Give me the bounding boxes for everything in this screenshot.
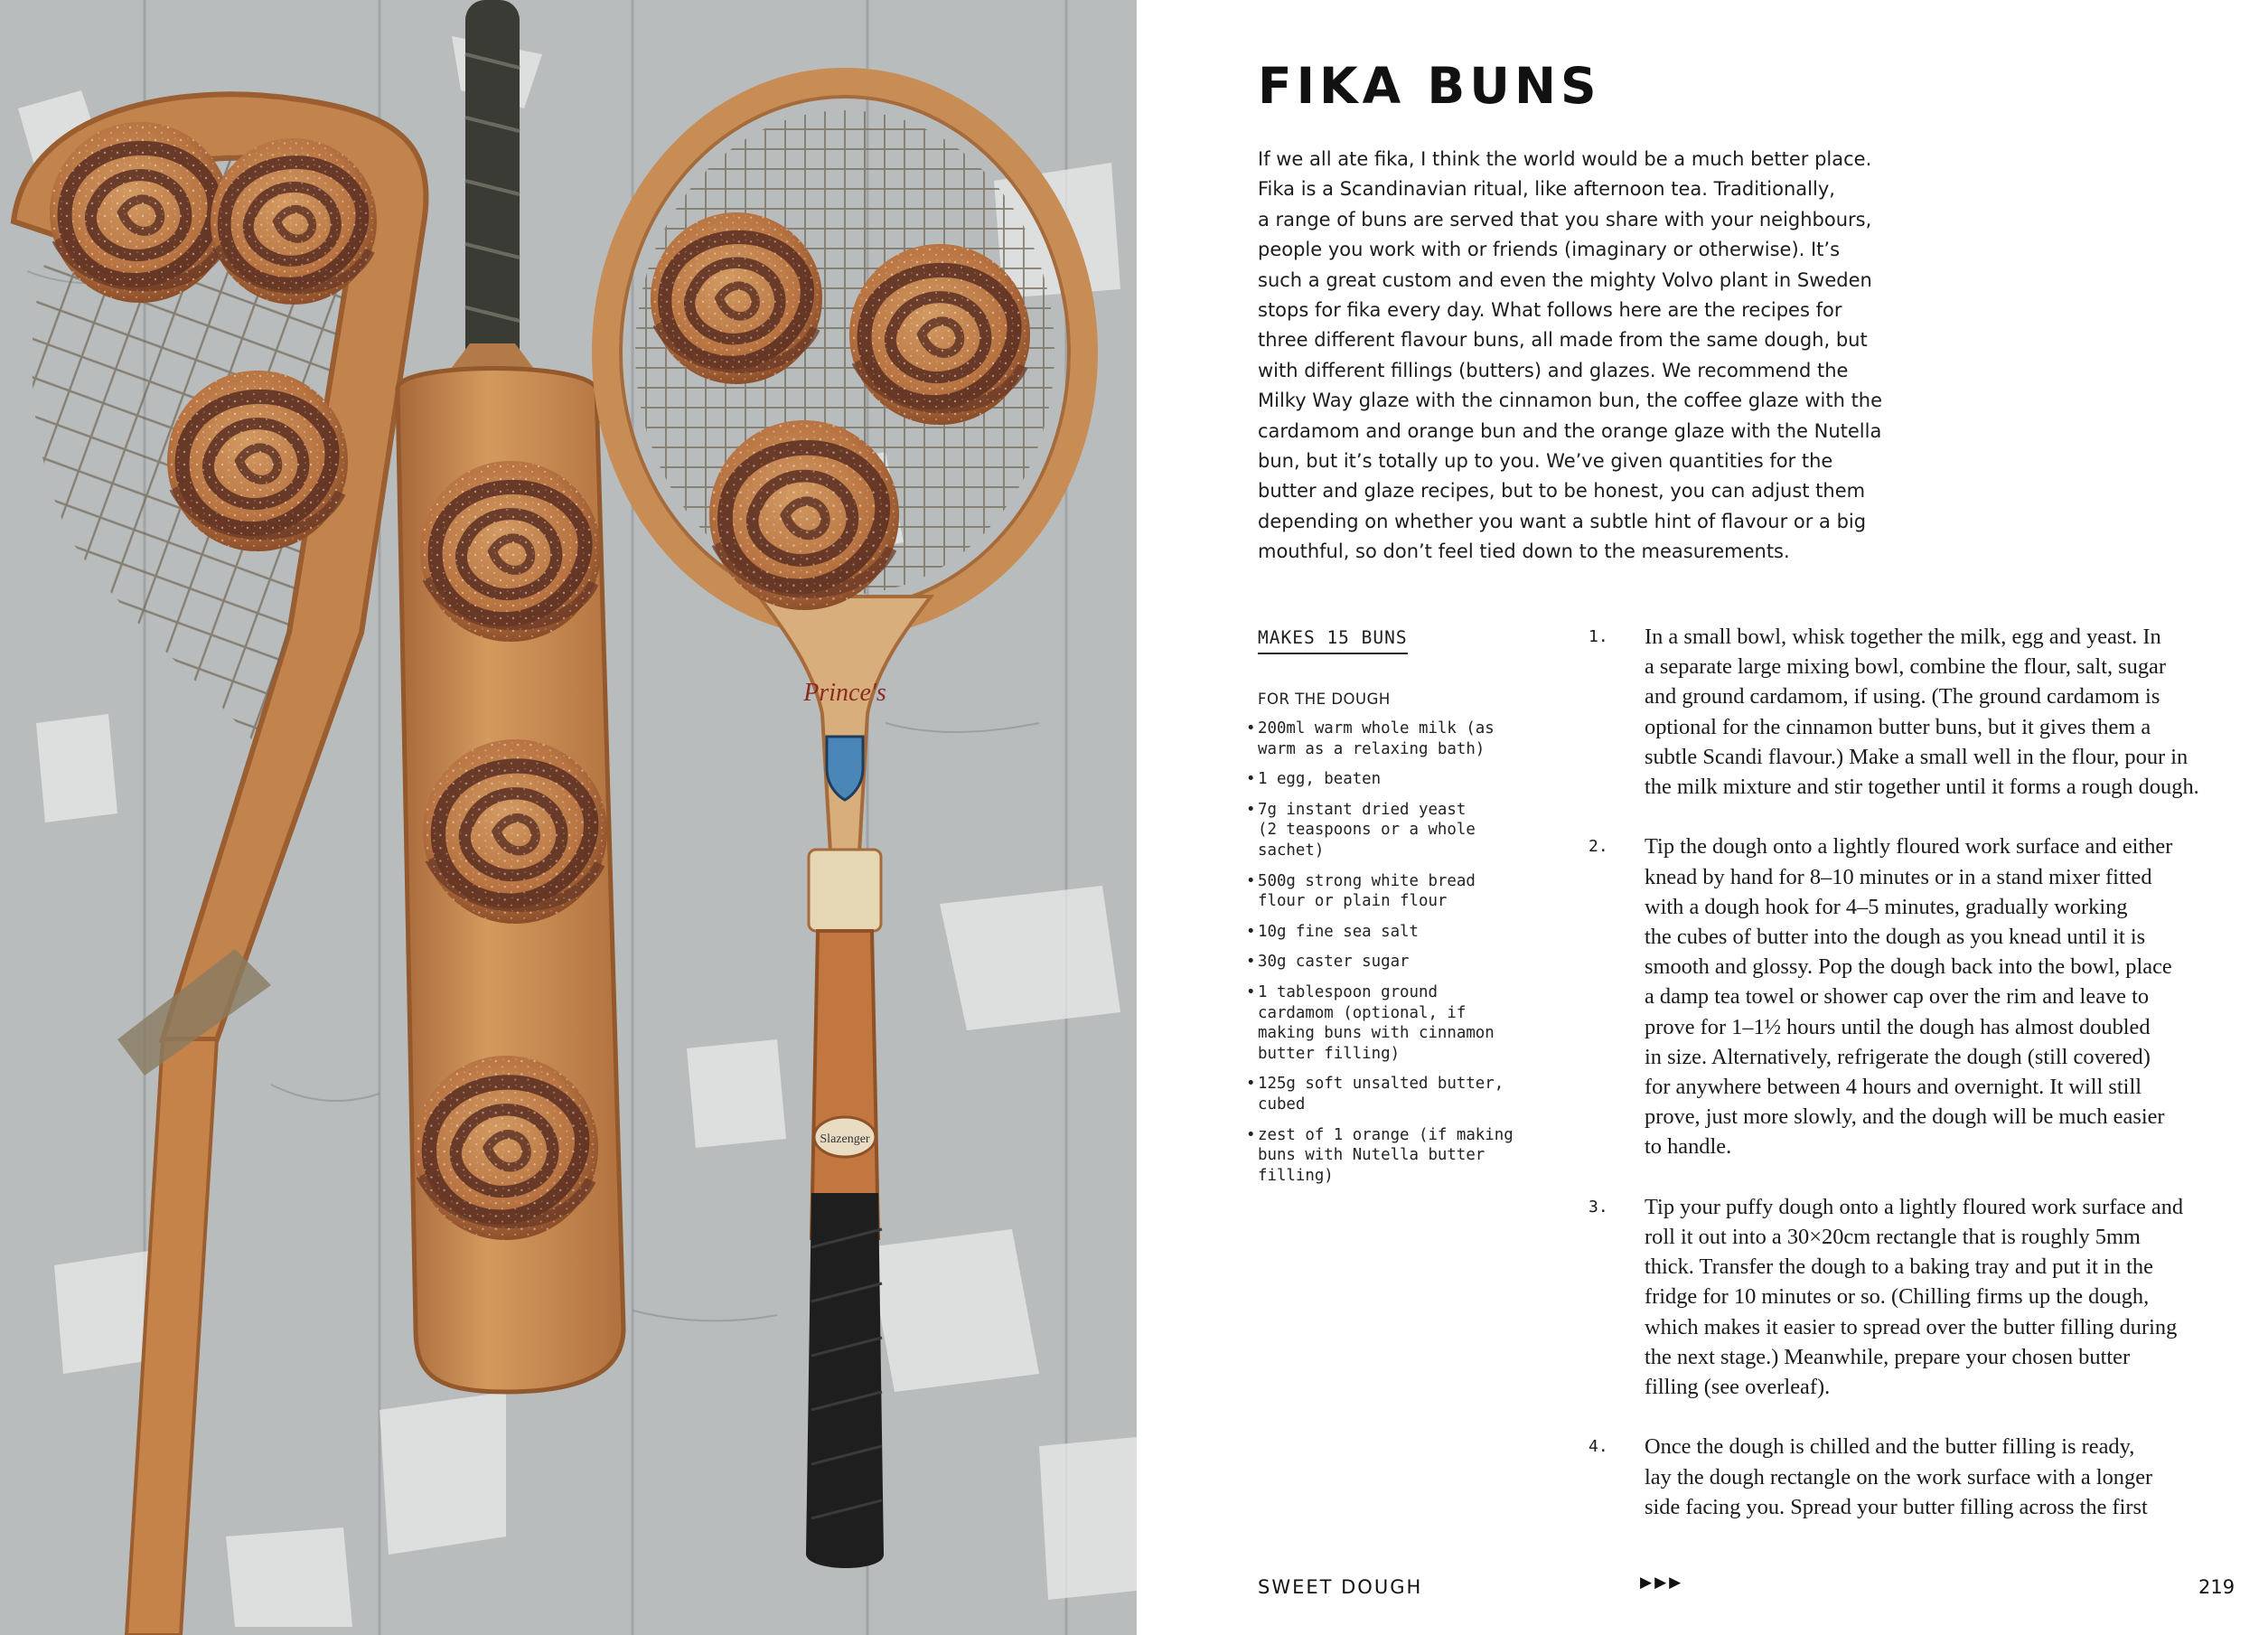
ingredient-line: (2 teaspoons or a whole bbox=[1258, 821, 1476, 840]
step-number: 4. bbox=[1589, 1437, 1608, 1457]
step-line: prove, just more slowly, and the dough will be much easier bbox=[1645, 1104, 2165, 1130]
racket-maker-label: Slazenger bbox=[820, 1132, 870, 1146]
intro-line: a range of buns are served that you share with your neighbours, bbox=[1258, 208, 1872, 230]
ingredient-item bbox=[1244, 800, 1551, 861]
ingredient-line: 1 tablespoon ground bbox=[1258, 983, 1438, 1002]
dough-heading: FOR THE DOUGH bbox=[1258, 691, 1391, 708]
bun-3 bbox=[167, 371, 348, 551]
ingredient-item bbox=[1244, 952, 1551, 973]
method-steps bbox=[1589, 622, 2268, 1552]
intro-line: stops for fika every day. What follows here are the recipes for bbox=[1258, 299, 1842, 322]
step-line: Tip the dough onto a lightly floured work surface and either bbox=[1645, 834, 2173, 860]
bun-9 bbox=[709, 420, 899, 610]
bun-7 bbox=[651, 212, 822, 384]
intro-line: such a great custom and even the mighty Volvo plant in Sweden bbox=[1258, 268, 1872, 291]
recipe-title: FIKA BUNS bbox=[1258, 57, 1601, 115]
step-line: a separate large mixing bowl, combine the flour, salt, sugar bbox=[1645, 654, 2167, 680]
step-line: Tip your puffy dough onto a lightly floured work surface and bbox=[1645, 1194, 2184, 1219]
ingredient-item bbox=[1244, 719, 1551, 759]
bullet-icon: • bbox=[1246, 953, 1256, 972]
intro-line: bun, but it’s totally up to you. We’ve given quantities for the bbox=[1258, 450, 1833, 473]
ingredient-line: 125g soft unsalted butter, bbox=[1258, 1075, 1504, 1094]
racket-brand-label: Prince's bbox=[803, 679, 886, 707]
bullet-icon: • bbox=[1246, 770, 1256, 789]
step-line: thick. Transfer the dough to a baking tray and put it in the bbox=[1645, 1254, 2153, 1280]
bun-4 bbox=[420, 461, 601, 642]
step-line: lay the dough rectangle on the work surface with a longer bbox=[1645, 1464, 2153, 1489]
ingredient-item bbox=[1244, 871, 1551, 912]
ingredient-line: 1 egg, beaten bbox=[1258, 770, 1382, 789]
step-line: smooth and glossy. Pop the dough back into the bowl, place bbox=[1645, 954, 2172, 980]
step-line: prove for 1–1½ hours until the dough has almost doubled bbox=[1645, 1014, 2151, 1039]
ingredient-line: flour or plain flour bbox=[1258, 892, 1448, 911]
ingredient-item bbox=[1244, 982, 1551, 1064]
intro-line: Milky Way glaze with the cinnamon bun, the coffee glaze with the bbox=[1258, 390, 1883, 412]
step-line: In a small bowl, whisk together the milk, egg and yeast. In bbox=[1645, 625, 2161, 649]
step-line: and ground cardamom, if using. (The ground cardamom is bbox=[1645, 684, 2160, 709]
step-line: fridge for 10 minutes or so. (Chilling firms up the dough, bbox=[1645, 1284, 2150, 1310]
ingredient-line: 500g strong white bread bbox=[1258, 871, 1476, 890]
ingredient-line: 10g fine sea salt bbox=[1258, 922, 1419, 941]
step-number: 1. bbox=[1589, 627, 1608, 646]
intro-line: three different flavour buns, all made from the same dough, but bbox=[1258, 329, 1868, 352]
continue-arrows-icon: ▶▶▶ bbox=[1640, 1574, 1684, 1592]
bun-1 bbox=[50, 122, 230, 303]
ingredient-line: cubed bbox=[1258, 1095, 1306, 1113]
intro-line: If we all ate fika, I think the world would be a much better place. bbox=[1258, 148, 1872, 170]
step-line: roll it out into a 30×20cm rectangle that is roughly 5mm bbox=[1645, 1225, 2141, 1250]
ingredient-line: cardamom (optional, if bbox=[1258, 1003, 1467, 1022]
method-step bbox=[1589, 832, 2268, 1161]
step-line: side facing you. Spread your butter filling across the first bbox=[1645, 1494, 2148, 1519]
ingredient-line: making buns with cinnamon bbox=[1258, 1024, 1495, 1043]
method-step bbox=[1589, 1192, 2268, 1402]
ingredient-line: butter filling) bbox=[1258, 1044, 1401, 1063]
intro-line: people you work with or friends (imaginary or otherwise). It’s bbox=[1258, 239, 1841, 261]
bun-5 bbox=[423, 739, 607, 924]
ingredient-line: sachet) bbox=[1258, 841, 1325, 860]
step-number: 3. bbox=[1589, 1197, 1608, 1217]
ingredient-list bbox=[1244, 719, 1551, 1196]
step-line: the milk mixture and stir together until it forms a rough dough. bbox=[1645, 775, 2199, 800]
bullet-icon: • bbox=[1246, 871, 1256, 890]
bullet-icon: • bbox=[1246, 1075, 1256, 1094]
bun-8 bbox=[849, 244, 1030, 425]
ingredient-item bbox=[1244, 1125, 1551, 1187]
method-step bbox=[1589, 622, 2268, 802]
step-line: for anywhere between 4 hours and overnight. It will still bbox=[1645, 1075, 2142, 1100]
bun-6 bbox=[414, 1056, 598, 1240]
step-line: the next stage.) Meanwhile, prepare your chosen butter bbox=[1645, 1344, 2131, 1369]
intro-line: butter and glaze recipes, but to be honest, you can adjust them bbox=[1258, 480, 1866, 503]
step-line: which makes it easier to spread over the butter filling during bbox=[1645, 1314, 2178, 1339]
step-line: to handle. bbox=[1645, 1134, 1732, 1160]
method-step bbox=[1589, 1432, 2268, 1522]
ingredient-line: filling) bbox=[1258, 1166, 1334, 1185]
step-line: Once the dough is chilled and the butter filling is ready, bbox=[1645, 1434, 2135, 1460]
step-line: the cubes of butter into the dough as you knead until it is bbox=[1645, 925, 2146, 950]
intro-line: cardamom and orange bun and the orange glaze with the Nutella bbox=[1258, 419, 1882, 442]
footer-section-title: SWEET DOUGH bbox=[1258, 1576, 1423, 1598]
intro-line: depending on whether you want a subtle hint of flavour or a big bbox=[1258, 510, 1867, 532]
ingredient-line: 30g caster sugar bbox=[1258, 953, 1410, 972]
ingredient-line: 7g instant dried yeast bbox=[1258, 800, 1467, 819]
bun-2 bbox=[211, 138, 377, 305]
intro-line: with different fillings (butters) and glazes. We recommend the bbox=[1258, 359, 1849, 381]
intro-line: mouthful, so don’t feel tied down to the measurements. bbox=[1258, 540, 1790, 563]
bullet-icon: • bbox=[1246, 922, 1256, 941]
step-line: filling (see overleaf). bbox=[1645, 1375, 1831, 1400]
ingredient-line: 200ml warm whole milk (as bbox=[1258, 719, 1495, 738]
step-line: knead by hand for 8–10 minutes or in a stand mixer fitted bbox=[1645, 864, 2152, 889]
ingredient-item bbox=[1244, 769, 1551, 790]
recipe-page bbox=[1137, 0, 2268, 1635]
step-line: subtle Scandi flavour.) Make a small well in the flour, pour in bbox=[1645, 744, 2188, 769]
step-line: with a dough hook for 4–5 minutes, gradually working bbox=[1645, 894, 2128, 919]
step-line: in size. Alternatively, refrigerate the dough (still covered) bbox=[1645, 1044, 2151, 1069]
ingredient-item bbox=[1244, 1074, 1551, 1114]
bullet-icon: • bbox=[1246, 800, 1256, 819]
page-number: 219 bbox=[2198, 1576, 2235, 1598]
bullet-icon: • bbox=[1246, 1125, 1256, 1144]
ingredient-line: warm as a relaxing bath) bbox=[1258, 739, 1485, 758]
step-number: 2. bbox=[1589, 837, 1608, 857]
intro-line: Fika is a Scandinavian ritual, like afternoon tea. Traditionally, bbox=[1258, 178, 1835, 201]
yield-label: MAKES 15 BUNS bbox=[1258, 627, 1408, 654]
bullet-icon: • bbox=[1246, 719, 1256, 738]
bullet-icon: • bbox=[1246, 983, 1256, 1002]
ingredient-item bbox=[1244, 922, 1551, 943]
intro-paragraph bbox=[1258, 145, 1890, 568]
step-line: a damp tea towel or shower cap over the rim and leave to bbox=[1645, 984, 2150, 1010]
step-line: optional for the cinnamon butter buns, but it gives them a bbox=[1645, 714, 2151, 739]
ingredient-line: zest of 1 orange (if making bbox=[1258, 1125, 1514, 1144]
ingredient-line: buns with Nutella butter bbox=[1258, 1146, 1485, 1164]
